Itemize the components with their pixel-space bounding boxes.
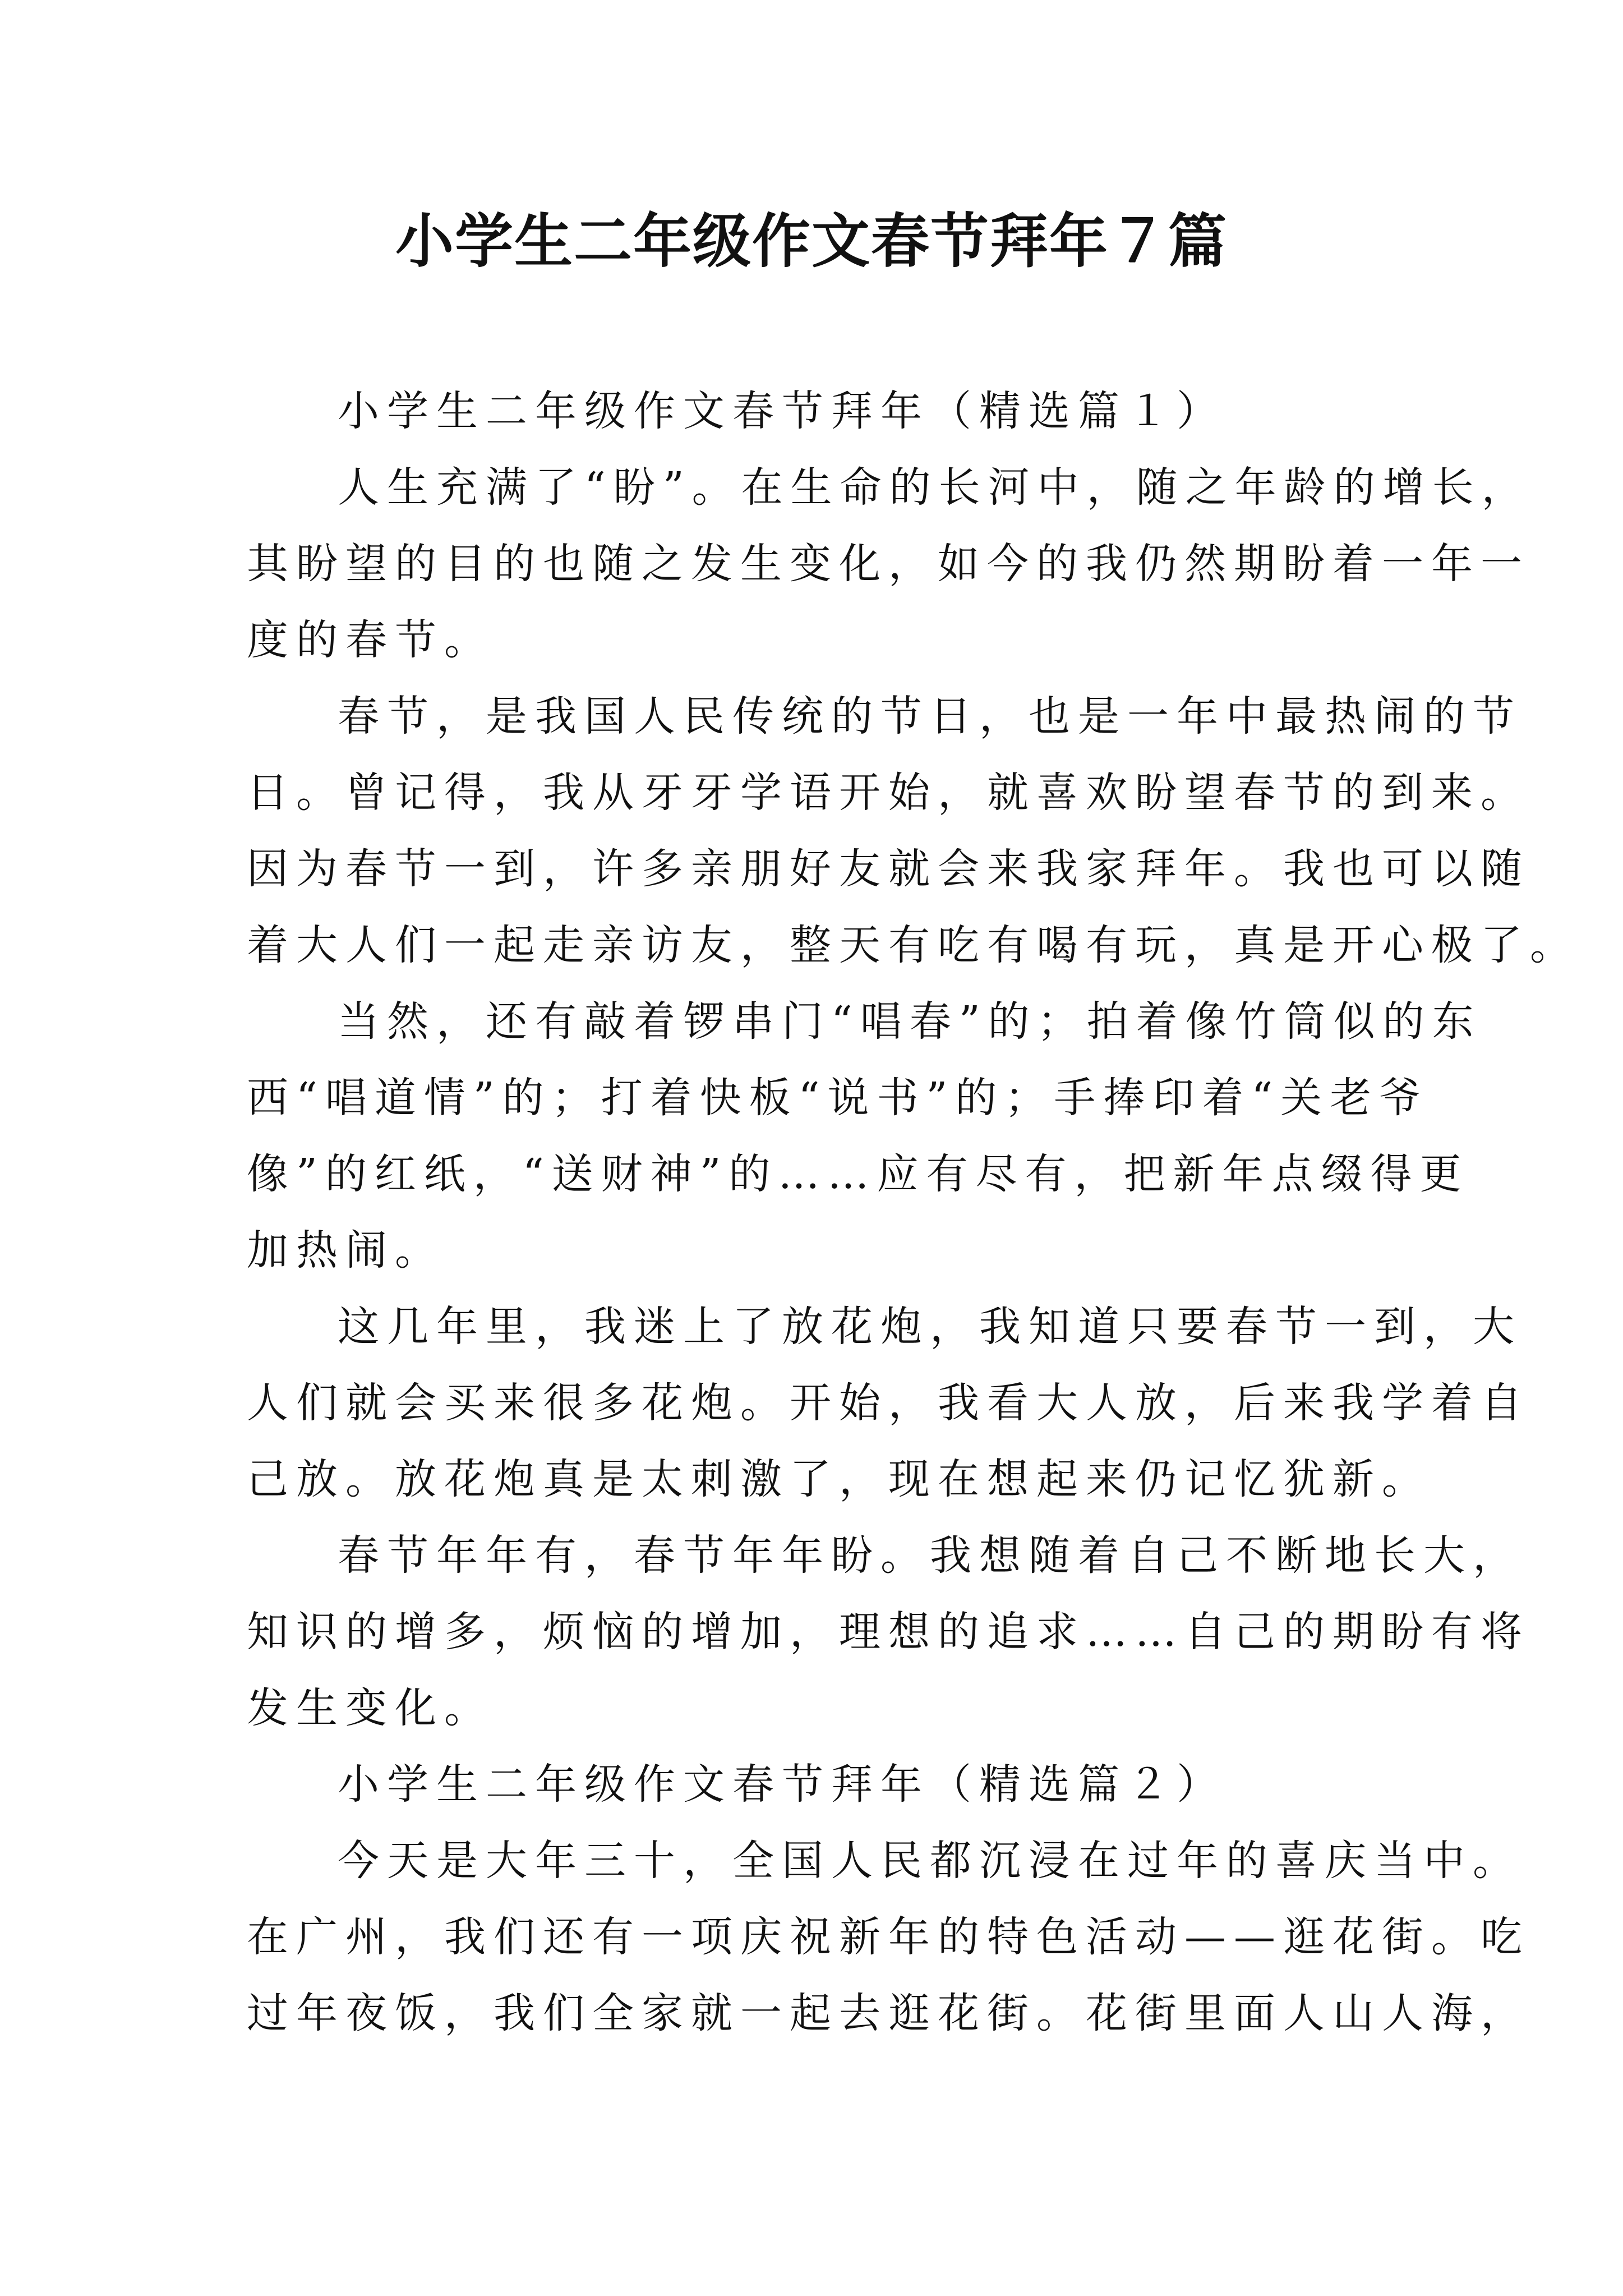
section-heading-1: 小学生二年级作文春节拜年（精选篇１） [338,387,1226,435]
text-line: 知识的增多，烦恼的增加，理想的追求……自己的期盼有将 [247,1608,1530,1656]
text-line: 过年夜饭，我们全家就一起去逛花街。花街里面人山人海， [247,1989,1530,2037]
text-line: 这几年里，我迷上了放花炮，我知道只要春节一到，大 [338,1303,1522,1351]
document-title: 小学生二年级作文春节拜年７篇 [395,207,1228,275]
document-body [247,373,1579,2051]
text-line: 西“唱道情”的；打着快板“说书”的；手捧印着“关老爷 [247,1074,1429,1122]
text-line: 今天是大年三十，全国人民都沉浸在过年的喜庆当中。 [338,1837,1522,1885]
text-line: 在广州，我们还有一项庆祝新年的特色活动——逛花街。吃 [247,1913,1530,1961]
section-heading-2: 小学生二年级作文春节拜年（精选篇２） [338,1760,1226,1809]
text-line: 人生充满了“盼”。在生命的长河中，随之年龄的增长， [338,463,1531,512]
text-line: 当然，还有敲着锣串门“唱春”的；拍着像竹筒似的东 [338,997,1482,1046]
text-line: 春节年年有，春节年年盼。我想随着自己不断地长大， [338,1531,1522,1580]
text-line: 度的春节。 [247,616,494,664]
text-line: 日。曾记得，我从牙牙学语开始，就喜欢盼望春节的到来。 [247,769,1530,817]
text-line: 因为春节一到，许多亲朋好友就会来我家拜年。我也可以随 [247,845,1530,893]
text-line: 人们就会买来很多花炮。开始，我看大人放，后来我学着自 [247,1379,1530,1427]
text-line: 其盼望的目的也随之发生变化，如今的我仍然期盼着一年一 [247,540,1530,588]
text-line: 着大人们一起走亲访友，整天有吃有喝有玩，真是开心极了。 [247,921,1579,969]
text-line: 春节，是我国人民传统的节日，也是一年中最热闹的节 [338,692,1522,740]
text-line: 像”的红纸，“送财神”的……应有尽有，把新年点缀得更 [247,1150,1469,1198]
text-line: 己放。放花炮真是太刺激了，现在想起来仍记忆犹新。 [247,1455,1431,1503]
text-line: 加热闹。 [247,1226,444,1274]
text-line: 发生变化。 [247,1684,494,1732]
